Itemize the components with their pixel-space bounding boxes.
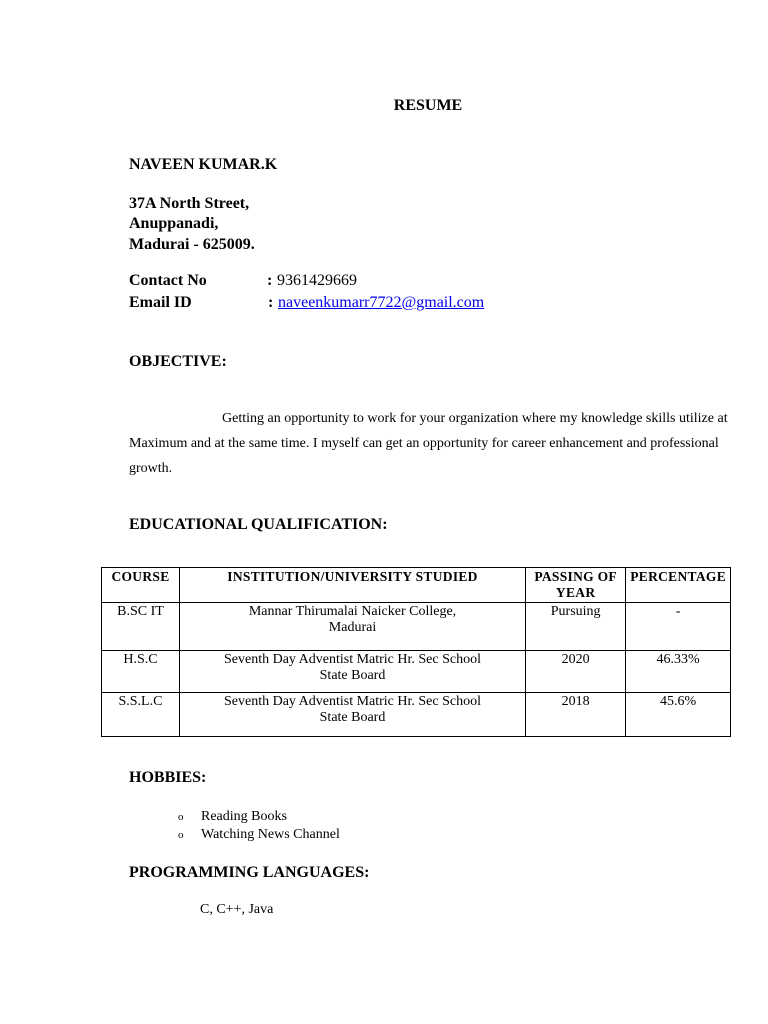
cell-institution [179,651,525,693]
programming-heading: PROGRAMMING LANGUAGES: [129,864,370,881]
email-separator: : [268,294,274,311]
hobbies-list [178,808,340,844]
institution-line-2: Madurai [328,620,377,635]
hobbies-heading: HOBBIES: [129,769,207,786]
contact-no-separator: : [267,272,273,289]
table-row [102,603,731,651]
list-item [178,808,340,826]
cell-percentage: 45.6% [626,693,731,737]
address-line-2: Anuppanadi, [129,215,219,232]
list-item [178,826,340,844]
cell-year: Pursuing [526,603,626,651]
bullet-icon: o [178,811,184,823]
institution-line-1: Seventh Day Adventist Matric Hr. Sec School [223,652,482,667]
education-heading: EDUCATIONAL QUALIFICATION: [129,516,388,533]
cell-percentage: 46.33% [626,651,731,693]
column-header-institution: INSTITUTION/UNIVERSITY STUDIED [179,568,525,603]
cell-course: S.S.L.C [102,693,180,737]
address-line-3: Madurai - 625009. [129,236,255,253]
institution-line-1: Mannar Thirumalai Naicker College, [248,604,457,619]
programming-languages: C, C++, Java [200,902,274,917]
cell-year: 2018 [526,693,626,737]
email-link[interactable]: naveenkumarr7722@gmail.com [278,294,485,311]
bullet-icon: o [178,829,184,841]
objective-text: Getting an opportunity to work for your organization where my knowledge skills utilize at Maximum and at the same time. I myself can get an opportunity for career enhancement and professional growth. [129,411,728,476]
cell-course: B.SC IT [102,603,180,651]
institution-line-1: Seventh Day Adventist Matric Hr. Sec School [223,694,482,709]
cell-institution [179,693,525,737]
table-row [102,693,731,737]
objective-paragraph [129,406,729,481]
hobby-text: Watching News Channel [201,827,340,842]
cell-year: 2020 [526,651,626,693]
table-row [102,651,731,693]
cell-course: H.S.C [102,651,180,693]
contact-no-value: 9361429669 [277,272,357,289]
document-title: RESUME [393,97,463,114]
column-header-percentage: PERCENTAGE [626,568,731,603]
email-label: Email ID [129,294,192,311]
cell-percentage: - [626,603,731,651]
institution-line-2: State Board [319,710,386,725]
column-header-year: PASSING OF YEAR [526,568,626,603]
table-header-row [102,568,731,603]
education-table [101,567,731,737]
address-line-1: 37A North Street, [129,195,250,212]
contact-no-label: Contact No [129,272,207,289]
candidate-name: NAVEEN KUMAR.K [129,156,278,173]
hobby-text: Reading Books [201,809,287,824]
institution-line-2: State Board [319,668,386,683]
objective-heading: OBJECTIVE: [129,353,227,370]
column-header-course: COURSE [102,568,180,603]
cell-institution [179,603,525,651]
